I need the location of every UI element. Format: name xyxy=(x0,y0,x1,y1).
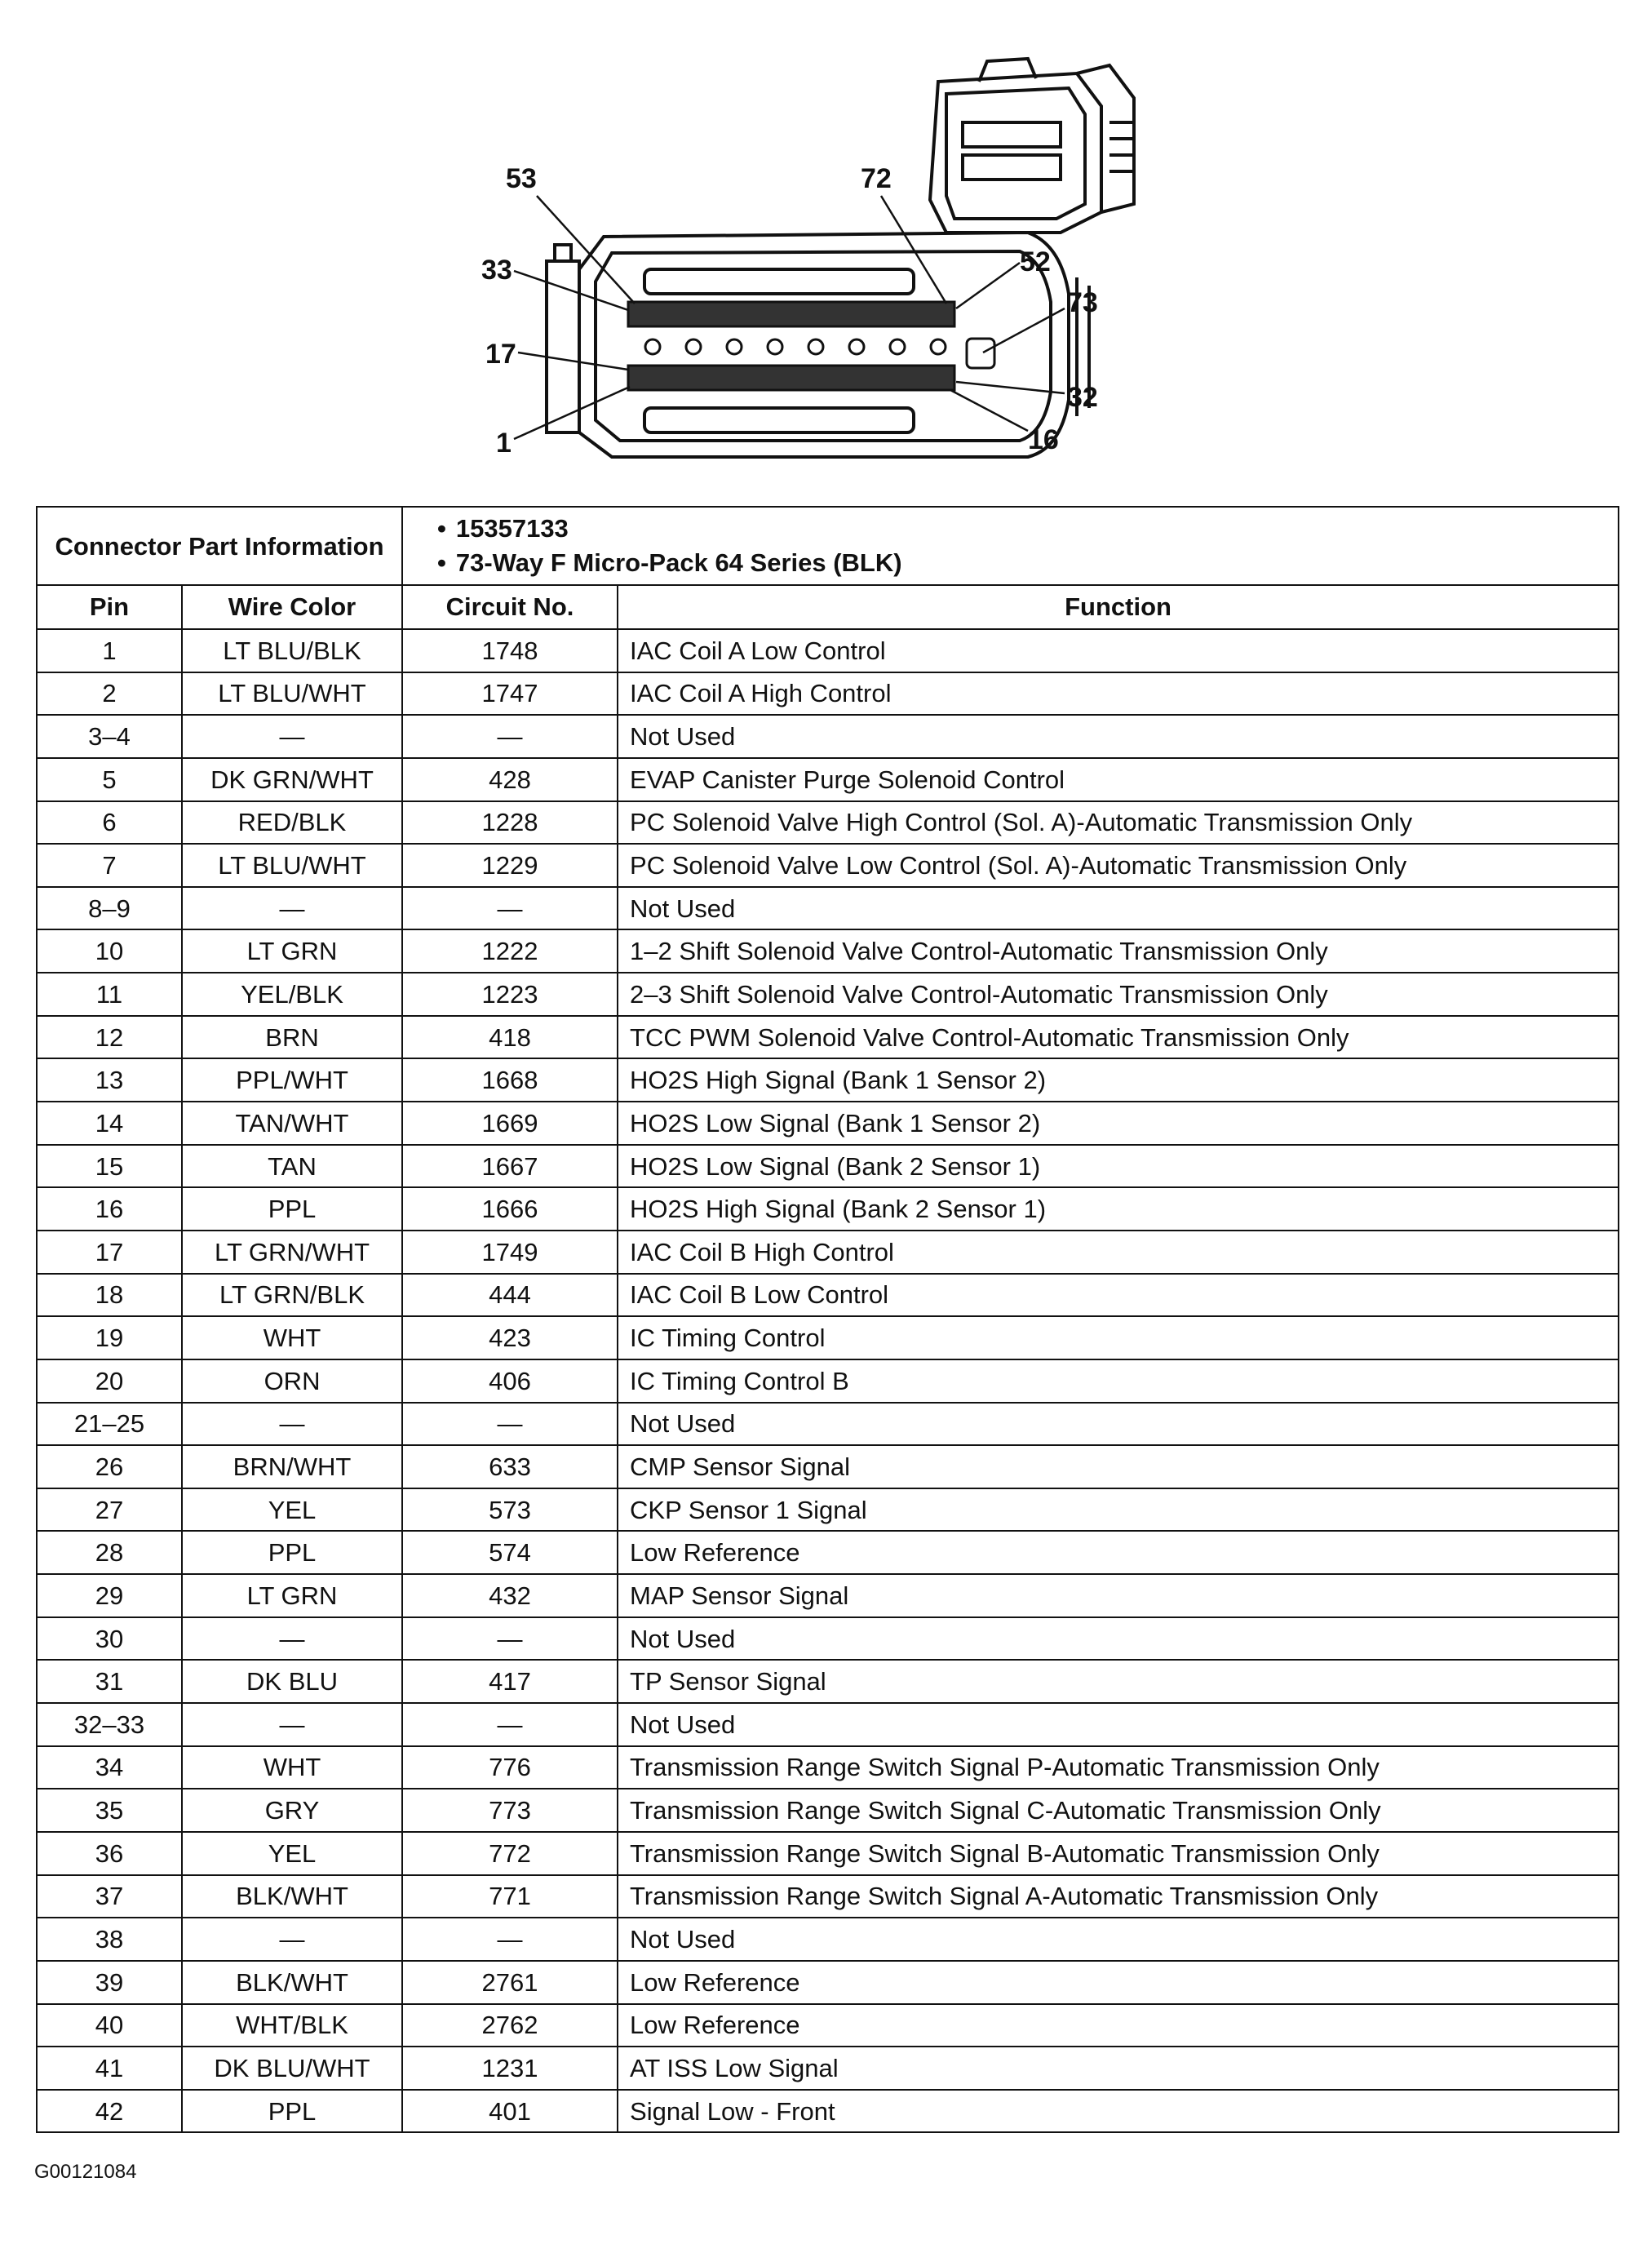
function-cell: Transmission Range Switch Signal C-Automatic Transmission Only xyxy=(618,1789,1619,1832)
circuit-cell: — xyxy=(402,1918,618,1961)
circuit-cell: 1231 xyxy=(402,2047,618,2090)
wire-color-cell: RED/BLK xyxy=(182,801,402,845)
circuit-cell: 406 xyxy=(402,1359,618,1403)
wire-color-cell: PPL xyxy=(182,1531,402,1574)
wire-color-cell: LT GRN xyxy=(182,1574,402,1617)
function-cell: EVAP Canister Purge Solenoid Control xyxy=(618,758,1619,801)
function-cell: Not Used xyxy=(618,1703,1619,1746)
pin-cell: 3–4 xyxy=(37,715,182,758)
table-row xyxy=(37,1531,1619,1574)
pin-cell: 26 xyxy=(37,1445,182,1488)
connector-pins xyxy=(628,302,994,390)
function-cell: HO2S Low Signal (Bank 2 Sensor 1) xyxy=(618,1145,1619,1188)
pin-cell: 20 xyxy=(37,1359,182,1403)
pin-cell: 39 xyxy=(37,1961,182,2004)
pin-cell: 40 xyxy=(37,2004,182,2047)
callout-1: 1 xyxy=(496,428,512,459)
wire-color-cell: WHT xyxy=(182,1746,402,1789)
circuit-cell: 401 xyxy=(402,2090,618,2133)
function-cell: IAC Coil A High Control xyxy=(618,672,1619,716)
connector-diagram xyxy=(457,49,1256,473)
callout-17: 17 xyxy=(485,339,516,370)
circuit-cell: 417 xyxy=(402,1660,618,1703)
table-row xyxy=(37,1488,1619,1532)
circuit-cell: 633 xyxy=(402,1445,618,1488)
callout-32: 32 xyxy=(1067,382,1098,413)
circuit-cell: 1748 xyxy=(402,629,618,672)
pin-cell: 10 xyxy=(37,929,182,973)
circuit-cell: 423 xyxy=(402,1316,618,1359)
connector-info-row xyxy=(37,507,1619,585)
table-row xyxy=(37,801,1619,845)
table-row xyxy=(37,1660,1619,1703)
callout-72: 72 xyxy=(861,163,892,194)
function-cell: Not Used xyxy=(618,887,1619,930)
connector-info-values xyxy=(402,507,1619,585)
pin-cell: 1 xyxy=(37,629,182,672)
function-cell: 2–3 Shift Solenoid Valve Control-Automatic Transmission Only xyxy=(618,973,1619,1016)
table-row xyxy=(37,844,1619,887)
pin-cell: 27 xyxy=(37,1488,182,1532)
function-cell: PC Solenoid Valve Low Control (Sol. A)-Automatic Transmission Only xyxy=(618,844,1619,887)
pin-cell: 13 xyxy=(37,1058,182,1102)
table-row xyxy=(37,1145,1619,1188)
callout-53: 53 xyxy=(506,163,537,194)
table-row xyxy=(37,2090,1619,2133)
callout-16: 16 xyxy=(1028,424,1059,455)
table-row xyxy=(37,1746,1619,1789)
callout-52: 52 xyxy=(1020,246,1051,277)
wire-color-cell: LT GRN/BLK xyxy=(182,1274,402,1317)
circuit-cell: 432 xyxy=(402,1574,618,1617)
column-header-function: Function xyxy=(618,585,1619,629)
pin-cell: 31 xyxy=(37,1660,182,1703)
function-cell: PC Solenoid Valve High Control (Sol. A)-Automatic Transmission Only xyxy=(618,801,1619,845)
table-row xyxy=(37,887,1619,930)
function-cell: IAC Coil B Low Control xyxy=(618,1274,1619,1317)
pin-cell: 8–9 xyxy=(37,887,182,930)
table-row xyxy=(37,1102,1619,1145)
circuit-cell: 1749 xyxy=(402,1231,618,1274)
function-cell: MAP Sensor Signal xyxy=(618,1574,1619,1617)
table-row xyxy=(37,1875,1619,1918)
table-row xyxy=(37,672,1619,716)
pin-cell: 2 xyxy=(37,672,182,716)
pin-cell: 30 xyxy=(37,1617,182,1661)
wire-color-cell: WHT/BLK xyxy=(182,2004,402,2047)
pin-cell: 41 xyxy=(37,2047,182,2090)
wire-color-cell: BLK/WHT xyxy=(182,1875,402,1918)
figure-id: G00121084 xyxy=(34,2161,137,2183)
circuit-cell: 776 xyxy=(402,1746,618,1789)
table-row xyxy=(37,1016,1619,1059)
table-row xyxy=(37,758,1619,801)
pin-cell: 11 xyxy=(37,973,182,1016)
pin-cell: 12 xyxy=(37,1016,182,1059)
connector-3d-view xyxy=(930,59,1134,233)
column-header-pin: Pin xyxy=(37,585,182,629)
function-cell: TP Sensor Signal xyxy=(618,1660,1619,1703)
wire-color-cell: TAN xyxy=(182,1145,402,1188)
circuit-cell: 1223 xyxy=(402,973,618,1016)
circuit-cell: 1229 xyxy=(402,844,618,887)
wire-color-cell: LT GRN/WHT xyxy=(182,1231,402,1274)
circuit-cell: 773 xyxy=(402,1789,618,1832)
function-cell: HO2S High Signal (Bank 2 Sensor 1) xyxy=(618,1187,1619,1231)
table-row xyxy=(37,715,1619,758)
connector-part-number: • 15357133 xyxy=(437,512,1606,546)
function-cell: IC Timing Control B xyxy=(618,1359,1619,1403)
column-header-wire-color: Wire Color xyxy=(182,585,402,629)
circuit-cell: — xyxy=(402,1617,618,1661)
wire-color-cell: — xyxy=(182,1403,402,1446)
wire-color-cell: LT BLU/BLK xyxy=(182,629,402,672)
table-row xyxy=(37,629,1619,672)
circuit-cell: — xyxy=(402,1403,618,1446)
callout-33: 33 xyxy=(481,255,512,286)
wire-color-cell: LT BLU/WHT xyxy=(182,672,402,716)
table-row xyxy=(37,1832,1619,1875)
table-row xyxy=(37,2047,1619,2090)
table-row xyxy=(37,1274,1619,1317)
wire-color-cell: YEL xyxy=(182,1488,402,1532)
pin-cell: 32–33 xyxy=(37,1703,182,1746)
pin-cell: 21–25 xyxy=(37,1403,182,1446)
circuit-cell: 1668 xyxy=(402,1058,618,1102)
function-cell: Transmission Range Switch Signal A-Automatic Transmission Only xyxy=(618,1875,1619,1918)
wire-color-cell: BRN xyxy=(182,1016,402,1059)
function-cell: AT ISS Low Signal xyxy=(618,2047,1619,2090)
wire-color-cell: ORN xyxy=(182,1359,402,1403)
pin-cell: 29 xyxy=(37,1574,182,1617)
table-row xyxy=(37,1187,1619,1231)
circuit-cell: — xyxy=(402,887,618,930)
circuit-cell: 1228 xyxy=(402,801,618,845)
wire-color-cell: LT GRN xyxy=(182,929,402,973)
function-cell: Low Reference xyxy=(618,1961,1619,2004)
table-row xyxy=(37,1961,1619,2004)
wire-color-cell: TAN/WHT xyxy=(182,1102,402,1145)
pin-cell: 14 xyxy=(37,1102,182,1145)
connector-info-label: Connector Part Information xyxy=(37,507,402,585)
function-cell: Not Used xyxy=(618,715,1619,758)
wire-color-cell: DK GRN/WHT xyxy=(182,758,402,801)
wire-color-cell: PPL xyxy=(182,2090,402,2133)
pin-cell: 36 xyxy=(37,1832,182,1875)
function-cell: IAC Coil B High Control xyxy=(618,1231,1619,1274)
table-row xyxy=(37,1231,1619,1274)
table-row xyxy=(37,1058,1619,1102)
wire-color-cell: — xyxy=(182,715,402,758)
pin-cell: 5 xyxy=(37,758,182,801)
function-cell: HO2S Low Signal (Bank 1 Sensor 2) xyxy=(618,1102,1619,1145)
circuit-cell: 428 xyxy=(402,758,618,801)
callout-73: 73 xyxy=(1067,287,1098,318)
pin-cell: 18 xyxy=(37,1274,182,1317)
pin-cell: 35 xyxy=(37,1789,182,1832)
wire-color-cell: GRY xyxy=(182,1789,402,1832)
circuit-cell: 1222 xyxy=(402,929,618,973)
circuit-cell: 2761 xyxy=(402,1961,618,2004)
table-row xyxy=(37,1617,1619,1661)
pin-cell: 16 xyxy=(37,1187,182,1231)
pin-cell: 42 xyxy=(37,2090,182,2133)
pin-cell: 28 xyxy=(37,1531,182,1574)
circuit-cell: 418 xyxy=(402,1016,618,1059)
table-row xyxy=(37,1445,1619,1488)
circuit-cell: 573 xyxy=(402,1488,618,1532)
table-header-row xyxy=(37,585,1619,629)
function-cell: Low Reference xyxy=(618,1531,1619,1574)
pin-cell: 34 xyxy=(37,1746,182,1789)
wire-color-cell: DK BLU xyxy=(182,1660,402,1703)
circuit-cell: 574 xyxy=(402,1531,618,1574)
function-cell: CMP Sensor Signal xyxy=(618,1445,1619,1488)
pin-cell: 17 xyxy=(37,1231,182,1274)
circuit-cell: 1747 xyxy=(402,672,618,716)
function-cell: Not Used xyxy=(618,1918,1619,1961)
circuit-cell: 1666 xyxy=(402,1187,618,1231)
circuit-cell: 444 xyxy=(402,1274,618,1317)
function-cell: Transmission Range Switch Signal P-Automatic Transmission Only xyxy=(618,1746,1619,1789)
circuit-cell: 1669 xyxy=(402,1102,618,1145)
function-cell: Not Used xyxy=(618,1403,1619,1446)
pin-cell: 6 xyxy=(37,801,182,845)
function-cell: IAC Coil A Low Control xyxy=(618,629,1619,672)
wire-color-cell: DK BLU/WHT xyxy=(182,2047,402,2090)
function-cell: IC Timing Control xyxy=(618,1316,1619,1359)
wire-color-cell: BRN/WHT xyxy=(182,1445,402,1488)
function-cell: HO2S High Signal (Bank 1 Sensor 2) xyxy=(618,1058,1619,1102)
connector-description: • 73-Way F Micro-Pack 64 Series (BLK) xyxy=(437,546,1606,580)
function-cell: TCC PWM Solenoid Valve Control-Automatic Transmission Only xyxy=(618,1016,1619,1059)
table-row xyxy=(37,1789,1619,1832)
table-row xyxy=(37,929,1619,973)
connector-pin-table xyxy=(36,506,1619,2133)
function-cell: Signal Low - Front xyxy=(618,2090,1619,2133)
column-header-circuit-no: Circuit No. xyxy=(402,585,618,629)
circuit-cell: 771 xyxy=(402,1875,618,1918)
wire-color-cell: PPL/WHT xyxy=(182,1058,402,1102)
function-cell: 1–2 Shift Solenoid Valve Control-Automatic Transmission Only xyxy=(618,929,1619,973)
pin-cell: 15 xyxy=(37,1145,182,1188)
table-row xyxy=(37,1359,1619,1403)
wire-color-cell: YEL/BLK xyxy=(182,973,402,1016)
table-row xyxy=(37,1703,1619,1746)
wire-color-cell: — xyxy=(182,1703,402,1746)
wire-color-cell: — xyxy=(182,887,402,930)
table-row xyxy=(37,973,1619,1016)
wire-color-cell: LT BLU/WHT xyxy=(182,844,402,887)
function-cell: Transmission Range Switch Signal B-Automatic Transmission Only xyxy=(618,1832,1619,1875)
circuit-cell: 2762 xyxy=(402,2004,618,2047)
pin-cell: 7 xyxy=(37,844,182,887)
circuit-cell: 772 xyxy=(402,1832,618,1875)
wire-color-cell: — xyxy=(182,1918,402,1961)
circuit-cell: — xyxy=(402,715,618,758)
wire-color-cell: PPL xyxy=(182,1187,402,1231)
wire-color-cell: YEL xyxy=(182,1832,402,1875)
wire-color-cell: — xyxy=(182,1617,402,1661)
circuit-cell: — xyxy=(402,1703,618,1746)
pin-cell: 19 xyxy=(37,1316,182,1359)
table-row xyxy=(37,1316,1619,1359)
pin-cell: 38 xyxy=(37,1918,182,1961)
table-row xyxy=(37,1918,1619,1961)
table-row xyxy=(37,2004,1619,2047)
circuit-cell: 1667 xyxy=(402,1145,618,1188)
table-row xyxy=(37,1574,1619,1617)
wire-color-cell: WHT xyxy=(182,1316,402,1359)
table-row xyxy=(37,1403,1619,1446)
function-cell: Low Reference xyxy=(618,2004,1619,2047)
pin-cell: 37 xyxy=(37,1875,182,1918)
function-cell: CKP Sensor 1 Signal xyxy=(618,1488,1619,1532)
function-cell: Not Used xyxy=(618,1617,1619,1661)
wire-color-cell: BLK/WHT xyxy=(182,1961,402,2004)
